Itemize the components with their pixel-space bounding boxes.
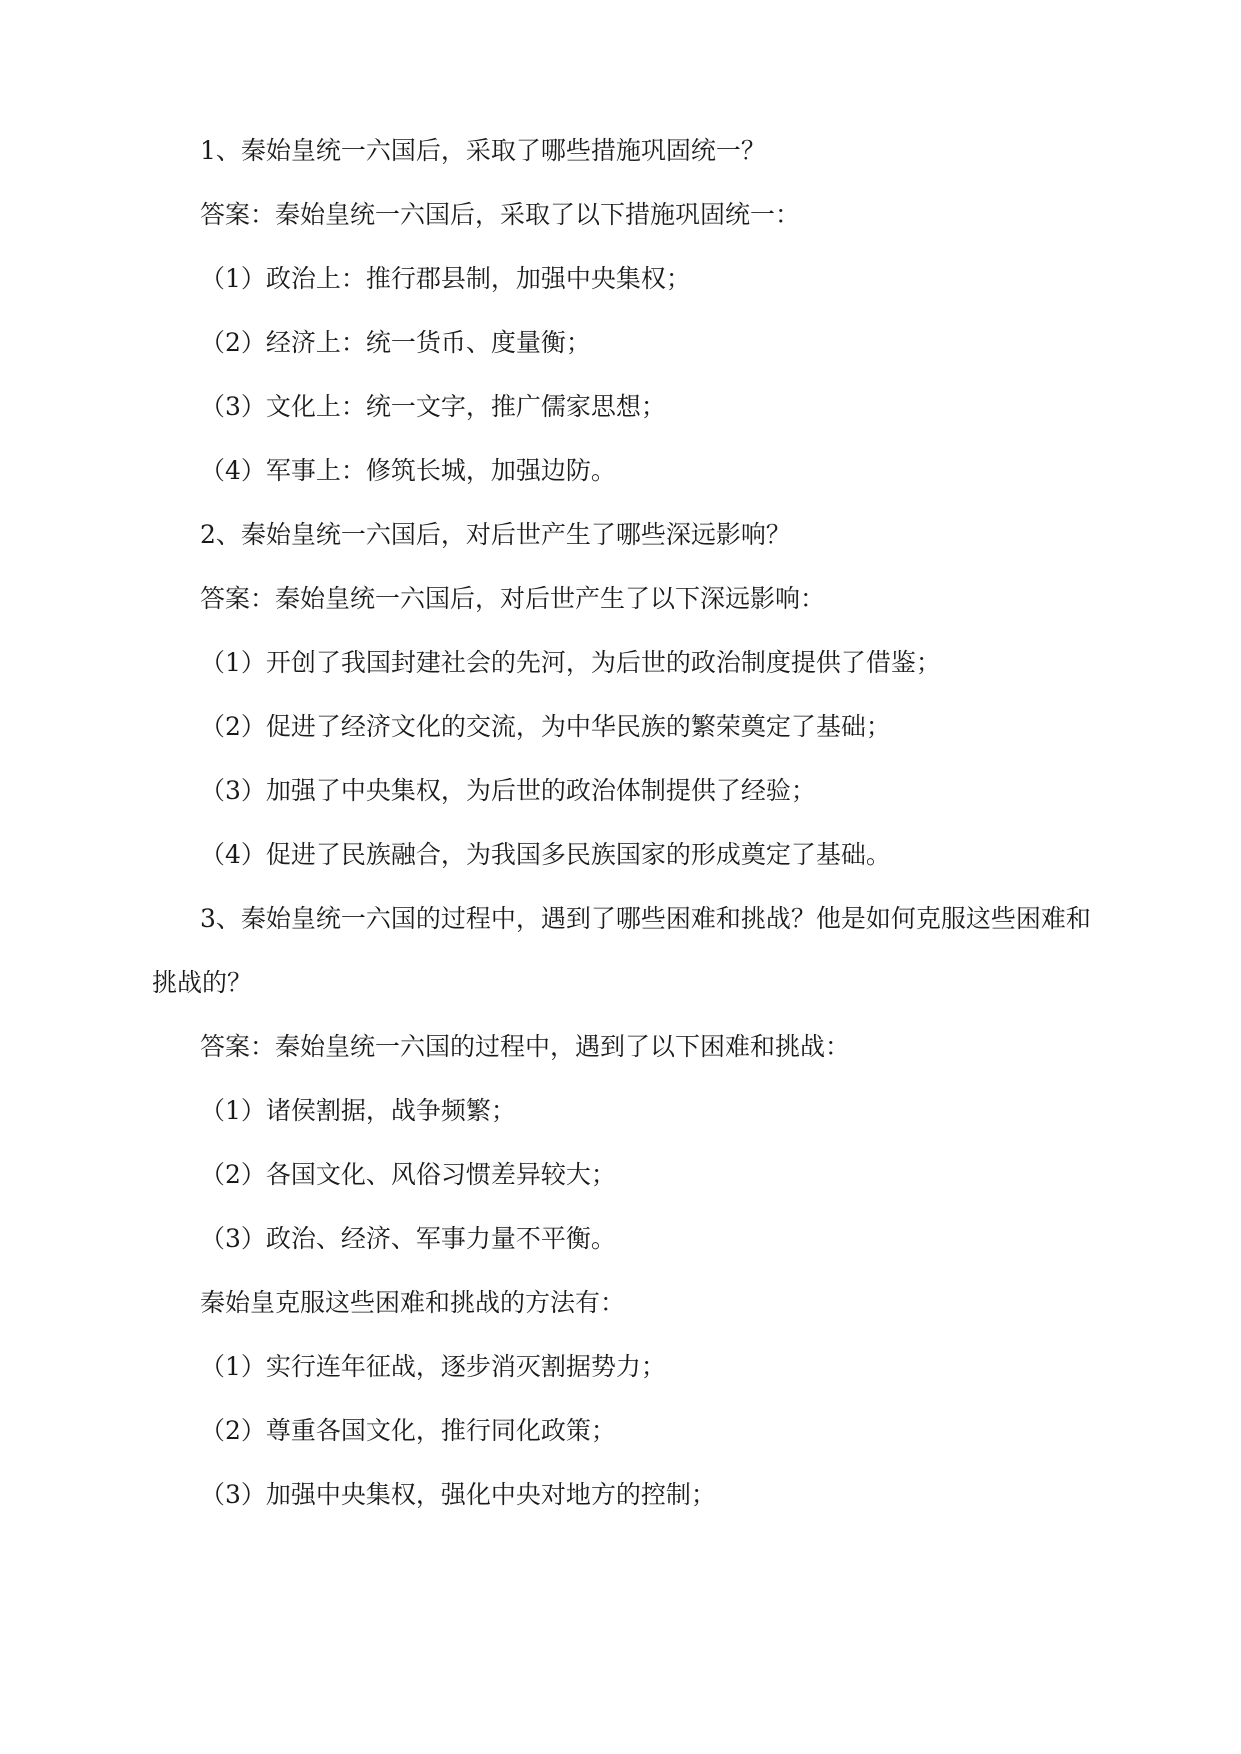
answer-3-intro: 答案：秦始皇统一六国的过程中，遇到了以下困难和挑战：: [200, 1032, 851, 1061]
answer-1-item-4: （4）军事上：修筑长城，加强边防。: [200, 456, 616, 485]
question-3-line-2: 挑战的？: [152, 968, 253, 997]
question-1: 1、秦始皇统一六国后，采取了哪些措施巩固统一？: [200, 136, 766, 165]
answer-2-item-2: （2）促进了经济文化的交流，为中华民族的繁荣奠定了基础；: [200, 712, 891, 741]
answer-3-item-1: （1）诸侯割据，战争频繁；: [200, 1096, 516, 1125]
answer-3-item-2: （2）各国文化、风俗习惯差异较大；: [200, 1160, 616, 1189]
answer-1-intro: 答案：秦始皇统一六国后，采取了以下措施巩固统一：: [200, 200, 801, 229]
answer-3-method-2: （2）尊重各国文化，推行同化政策；: [200, 1416, 616, 1445]
answer-2-item-4: （4）促进了民族融合，为我国多民族国家的形成奠定了基础。: [200, 840, 891, 869]
answer-3-method-1: （1）实行连年征战，逐步消灭割据势力；: [200, 1352, 666, 1381]
answer-2-intro: 答案：秦始皇统一六国后，对后世产生了以下深远影响：: [200, 584, 826, 613]
answer-1-item-3: （3）文化上：统一文字，推广儒家思想；: [200, 392, 666, 421]
question-3-line-1: 3、秦始皇统一六国的过程中，遇到了哪些困难和挑战？他是如何克服这些困难和: [200, 904, 1091, 933]
answer-1-item-1: （1）政治上：推行郡县制，加强中央集权；: [200, 264, 691, 293]
answer-1-item-2: （2）经济上：统一货币、度量衡；: [200, 328, 591, 357]
answer-3-item-3: （3）政治、经济、军事力量不平衡。: [200, 1224, 616, 1253]
answer-2-item-3: （3）加强了中央集权，为后世的政治体制提供了经验；: [200, 776, 816, 805]
answer-3-methods-intro: 秦始皇克服这些困难和挑战的方法有：: [200, 1288, 626, 1317]
answer-2-item-1: （1）开创了我国封建社会的先河，为后世的政治制度提供了借鉴；: [200, 648, 941, 677]
question-2: 2、秦始皇统一六国后，对后世产生了哪些深远影响？: [200, 520, 791, 549]
answer-3-method-3: （3）加强中央集权，强化中央对地方的控制；: [200, 1480, 716, 1509]
